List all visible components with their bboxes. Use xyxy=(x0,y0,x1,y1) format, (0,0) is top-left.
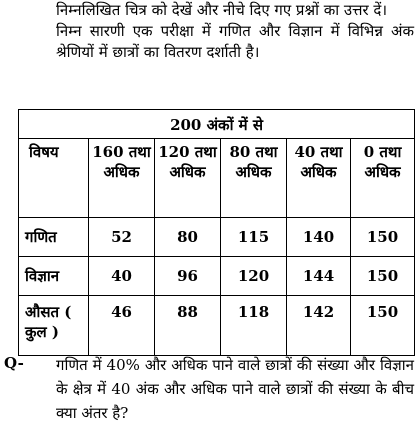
table-cell: 150 xyxy=(351,257,415,296)
table-cell: 142 xyxy=(287,296,351,356)
table-caption: 200 अंकों में से xyxy=(19,110,415,139)
table-cell: 46 xyxy=(89,296,155,356)
distribution-table xyxy=(18,109,415,356)
table-row xyxy=(19,218,415,257)
column-header-40: 40 तथा अधिक xyxy=(287,139,351,218)
column-header-0: 0 तथा अधिक xyxy=(351,139,415,218)
row-label-average: औसत ( कुल ) xyxy=(19,296,89,356)
column-header-subject: विषय xyxy=(19,139,89,218)
table-header-row xyxy=(19,139,415,218)
column-header-80: 80 तथा अधिक xyxy=(221,139,287,218)
table-cell: 118 xyxy=(221,296,287,356)
table-row xyxy=(19,296,415,356)
column-header-160: 160 तथा अधिक xyxy=(89,139,155,218)
table-cell: 52 xyxy=(89,218,155,257)
column-header-120: 120 तथा अधिक xyxy=(155,139,221,218)
row-label-maths: गणित xyxy=(19,218,89,257)
table-cell: 140 xyxy=(287,218,351,257)
table-cell: 150 xyxy=(351,218,415,257)
table-row xyxy=(19,257,415,296)
table-cell: 150 xyxy=(351,296,415,356)
intro-description: निम्न सारणी एक परीक्षा में गणित और विज्ञान में विभिन्न अंक श्रेणियों में छात्रों का वितरण दर्शाती है। xyxy=(56,22,414,61)
intro-instruction: निम्नलिखित चित्र को देखें और नीचे दिए गए प्रश्नों का उत्तर दें। xyxy=(56,1,388,19)
intro-text xyxy=(56,0,414,63)
row-label-science: विज्ञान xyxy=(19,257,89,296)
question-label: Q- xyxy=(4,354,24,372)
table-cell: 144 xyxy=(287,257,351,296)
table-cell: 96 xyxy=(155,257,221,296)
table-cell: 40 xyxy=(89,257,155,296)
table-cell: 88 xyxy=(155,296,221,356)
table-cell: 115 xyxy=(221,218,287,257)
table-cell: 80 xyxy=(155,218,221,257)
table-cell: 120 xyxy=(221,257,287,296)
question-text: गणित में 40% और अधिक पाने वाले छात्रों की संख्या और विज्ञान के क्षेत्र में 40 अंक और अधिक पाने वाले छात्रों की संख्या के बीच क्या अंतर है? xyxy=(56,356,414,422)
